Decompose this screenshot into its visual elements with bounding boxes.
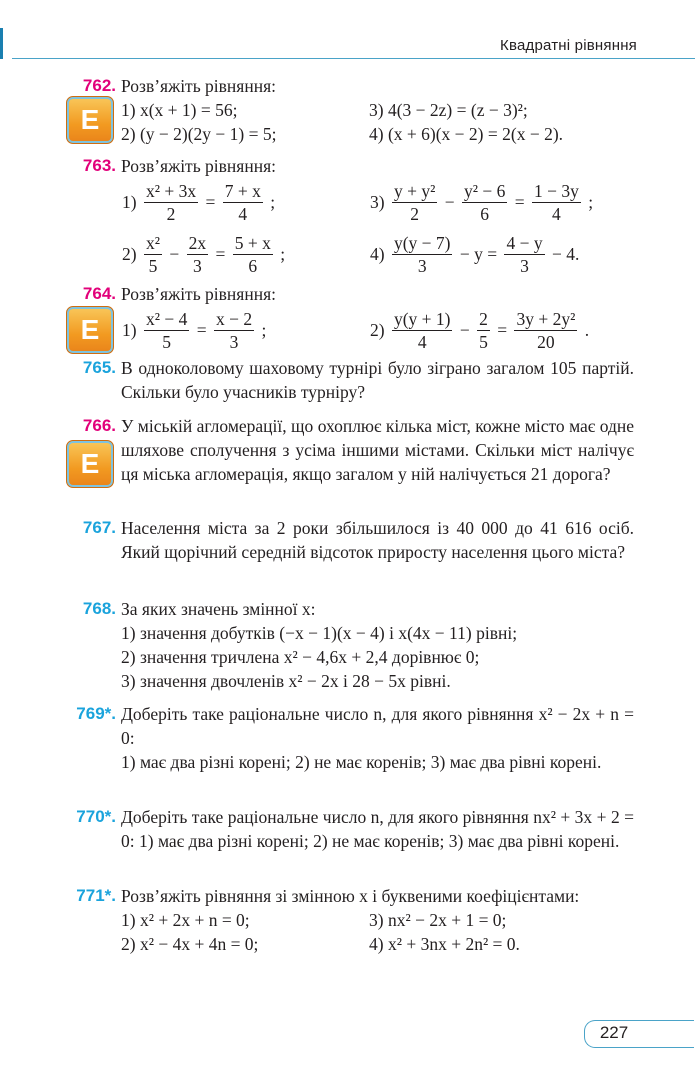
problem-body: [121, 597, 634, 693]
equation-1: 1) x(x + 1) = 56;: [121, 100, 238, 120]
problem-body: [121, 884, 634, 956]
problem-number: 762.: [82, 76, 116, 95]
subtask-2: 2) значення тричлена x² − 4,6x + 2,4 дорівнює 0;: [121, 647, 480, 667]
problem-task: Розв’яжіть рівняння:: [121, 156, 276, 176]
running-header-title: Квадратні рівняння: [500, 37, 637, 54]
problem-number: 768.: [82, 599, 116, 618]
problem-number: 767.: [82, 518, 116, 537]
problem-task: Розв’яжіть рівняння:: [121, 76, 276, 96]
problem-number: 770*.: [76, 807, 116, 826]
problem-number: 763.: [82, 156, 116, 175]
problem-body: [121, 154, 634, 178]
equation-3: 3) nx² − 2x + 1 = 0;: [369, 910, 507, 930]
e-badge-icon: E: [66, 96, 114, 144]
problem-body: [121, 282, 634, 306]
equation-1: 1) $\frac{\text{x² − 4}}{5}$ = $\frac{x - 2}{3}$ ;: [122, 309, 267, 352]
problem-body: [121, 702, 634, 774]
problem-number: 765.: [82, 358, 116, 377]
equation-2: 2) $\frac{\text{x²}}{5}$ − $\frac{2x}{3}$ = $\frac{5 + x}{6}$ ;: [122, 233, 286, 276]
problem-text: В одноколовому шаховому турнірі було зіграно загалом 105 партій. Скільки було учасників турніру?: [121, 358, 634, 402]
equation-3: 3) 4(3 − 2z) = (z − 3)²;: [369, 100, 528, 120]
problem-text: Населення міста за 2 роки збільшилося із 40 000 до 41 616 осіб. Який щорічний середній відсоток приросту населення цього міста?: [121, 518, 634, 562]
problem-body: [121, 74, 634, 146]
page-number: 227: [599, 1023, 629, 1042]
equation-4: 4) (x + 6)(x − 2) = 2(x − 2).: [369, 124, 564, 144]
problem-task: За яких значень змінної x:: [121, 599, 316, 619]
problem-text: У міській агломерації, що охоплює кілька міст, кожне місто має одне шляхове сполучення з усіма іншими містами. Скільки міст налічує ця міська агломерація, якщо загалом у ній налічується 21 дорога?: [121, 416, 634, 484]
equation-2: 2) (y − 2)(2y − 1) = 5;: [121, 124, 277, 144]
problem-task: Розв’яжіть рівняння:: [121, 284, 276, 304]
problem-text: Доберіть таке раціональне число n, для якого рівняння x² − 2x + n = 0:: [121, 704, 634, 748]
problem-options: 1) має два різні корені; 2) не має коренів; 3) має два рівні корені.: [121, 752, 602, 772]
problem-text: Розв’яжіть рівняння зі змінною x і буквеними коефіцієнтами:: [121, 886, 580, 906]
header-rule: [12, 58, 695, 59]
equation-2: 2) x² − 4x + 4n = 0;: [121, 934, 259, 954]
e-badge-icon: E: [66, 440, 114, 488]
problem-number: 764.: [82, 284, 116, 303]
equation-4: 4) x² + 3nx + 2n² = 0.: [369, 934, 520, 954]
problem-number: 771*.: [76, 886, 116, 905]
equation-4: 4) $\frac{y(y - 7)}{3}$ − y = $\frac{4 - y}{3}$ − 4.: [370, 233, 580, 276]
equation-1: 1) x² + 2x + n = 0;: [121, 910, 250, 930]
equation-2: 2) $\frac{y(y + 1)}{4}$ − $\frac{2}{5}$ = $\frac{\text{3y + 2y²}}{20}$ .: [370, 309, 590, 352]
subtask-3: 3) значення двочленів x² − 2x і 28 − 5x рівні.: [121, 671, 451, 691]
problem-number: 766.: [82, 416, 116, 435]
e-badge-icon: E: [66, 306, 114, 354]
subtask-1: 1) значення добутків (−x − 1)(x − 4) і x(4x − 11) рівні;: [121, 623, 518, 643]
equation-1: 1) $\frac{\text{x² + 3x}}{2}$ = $\frac{7 + x}{4}$ ;: [122, 181, 276, 224]
header-accent-bar: [0, 28, 3, 59]
problem-text: Доберіть таке раціональне число n, для якого рівняння nx² + 3x + 2 = 0: 1) має два різні корені; 2) не має коренів; 3) має два рівні корені.: [121, 807, 634, 851]
problem-number: 769*.: [76, 704, 116, 723]
equation-3: 3) $\frac{\text{y + y²}}{2}$ − $\frac{\text{y² − 6}}{6}$ = $\frac{1 - 3y}{4}$ ;: [370, 181, 594, 224]
